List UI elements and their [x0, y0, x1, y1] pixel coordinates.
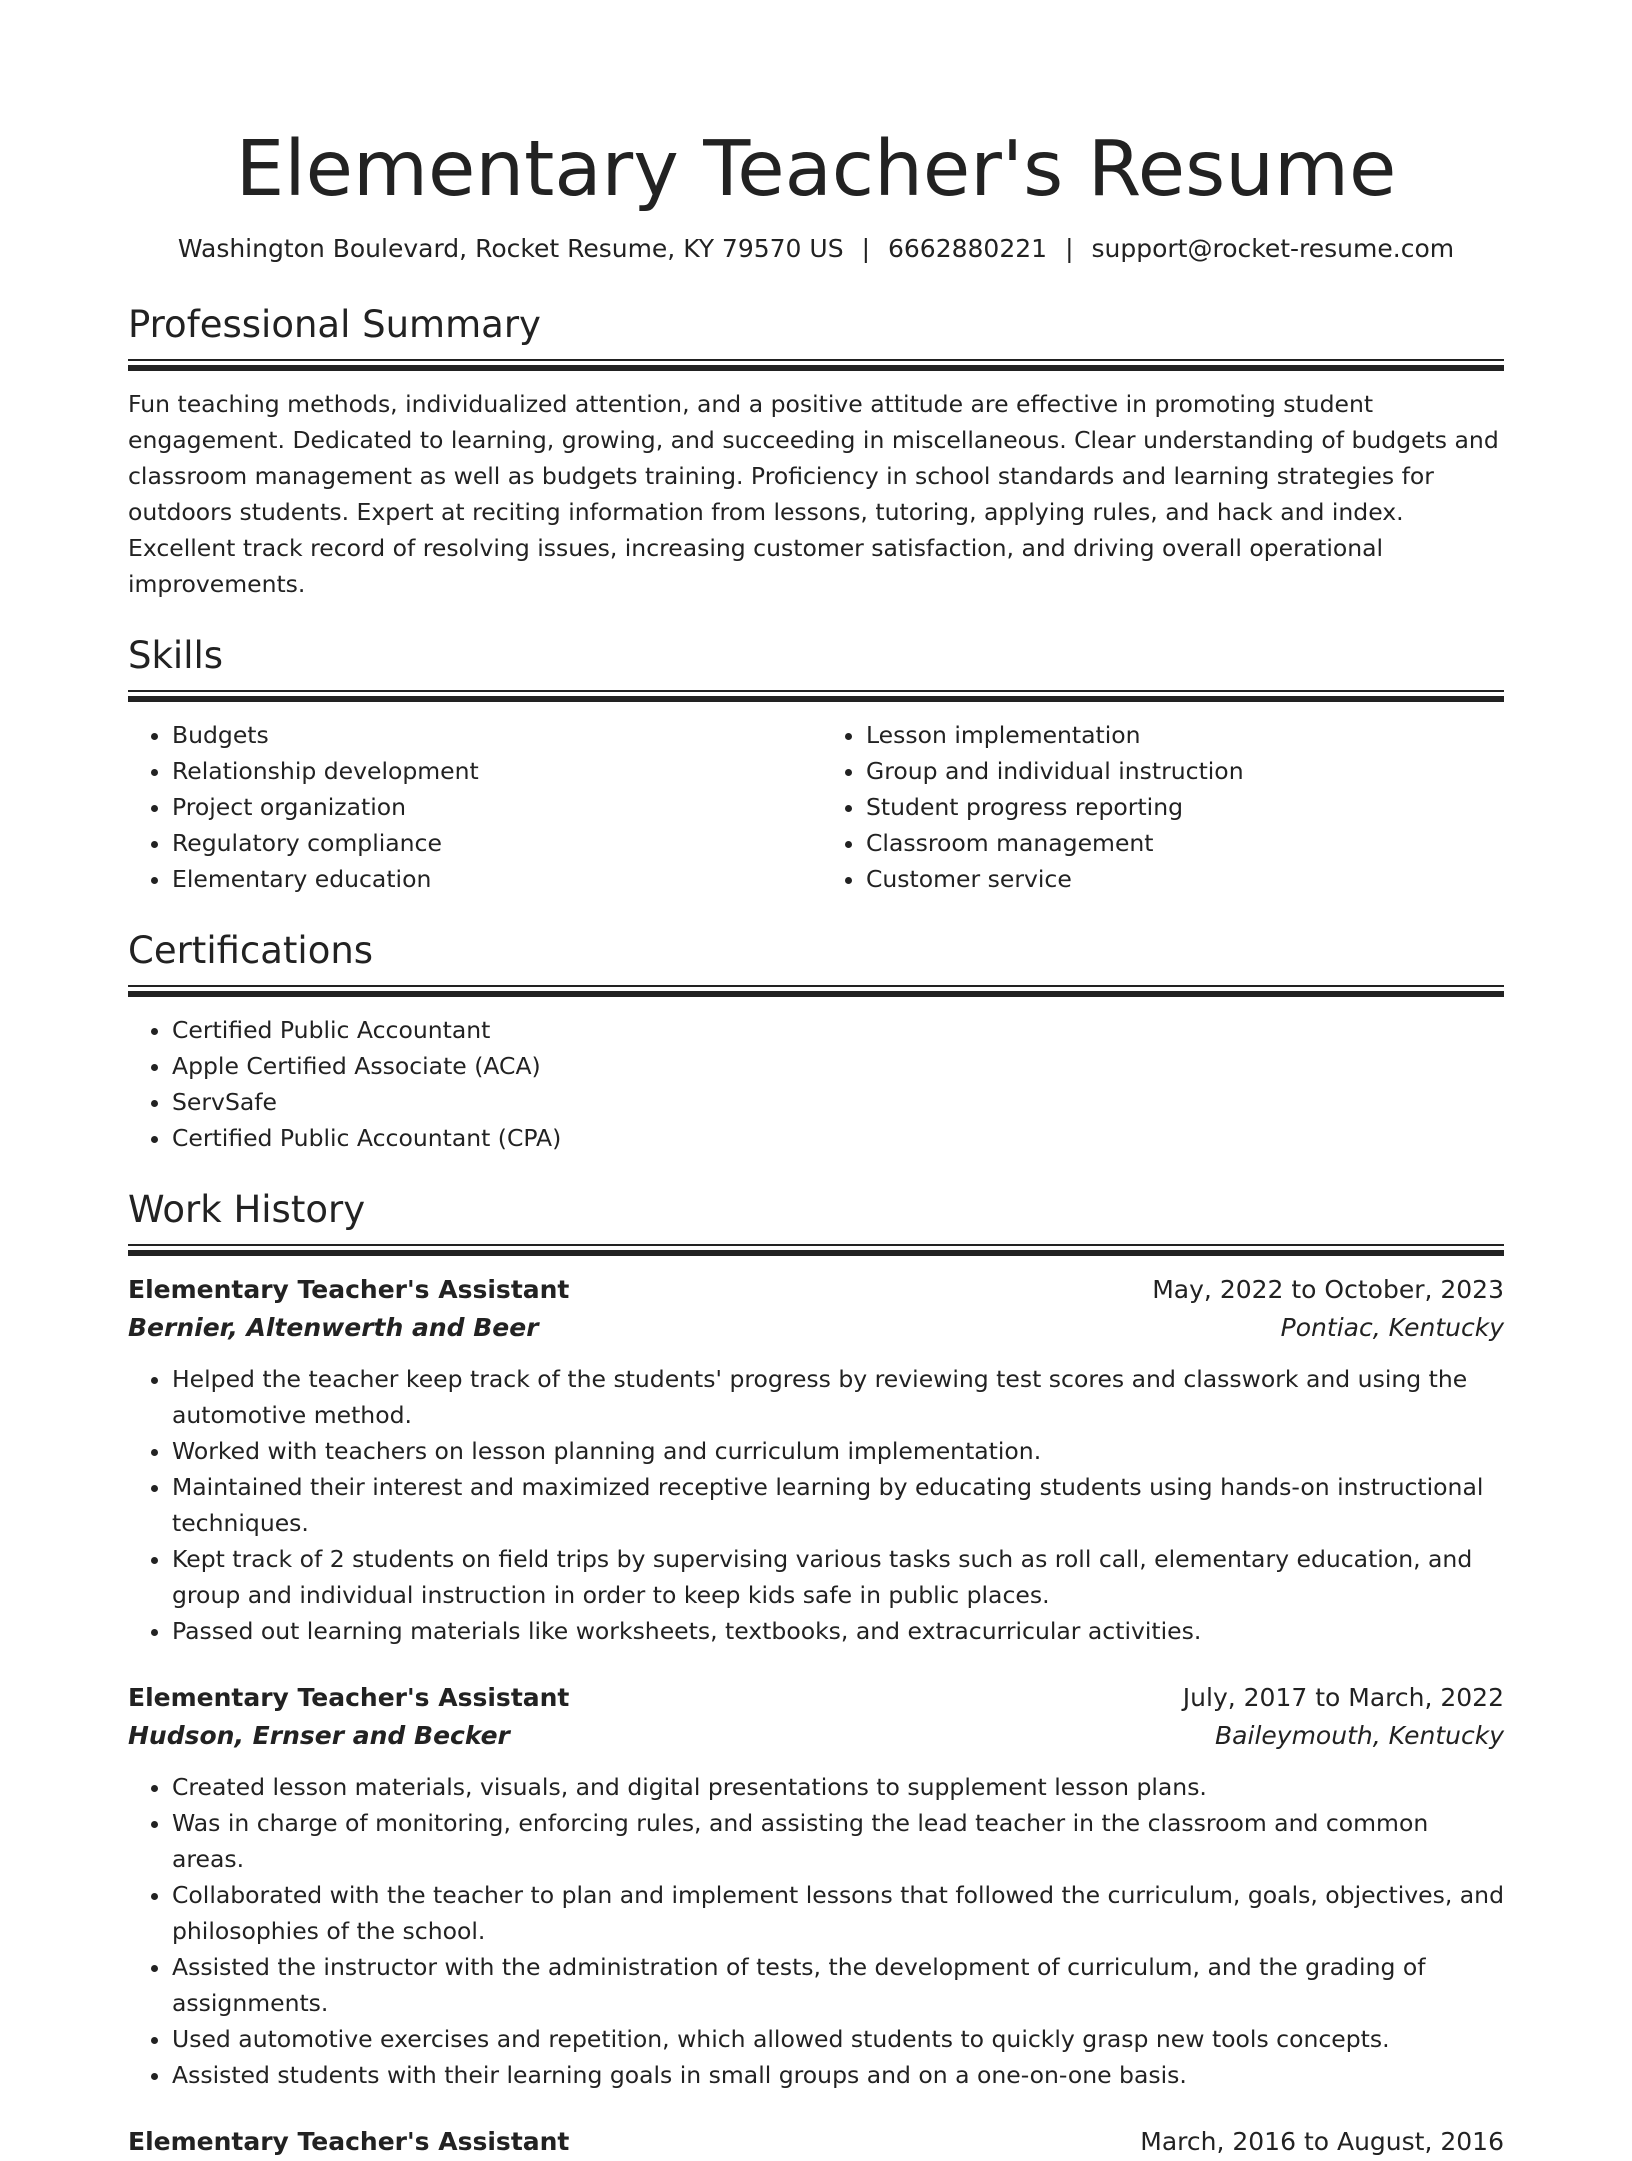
section-divider: [128, 1244, 1504, 1256]
contact-separator: |: [1065, 234, 1074, 263]
skill-item: • Budgets: [172, 717, 816, 753]
job-duty: • Helped the teacher keep track of the students' progress by reviewing test scores and classwork and using the automotive method.: [172, 1361, 1504, 1433]
job-duty: • Was in charge of monitoring, enforcing rules, and assisting the lead teacher in the classroom and common areas.: [172, 1805, 1504, 1877]
contact-line: [128, 233, 1504, 265]
skill-item: • Student progress reporting: [866, 789, 1504, 825]
certification-item: • Certified Public Accountant (CPA): [172, 1120, 1504, 1156]
contact-address: Washington Boulevard, Rocket Resume, KY 79570 US: [177, 234, 844, 263]
contact-email[interactable]: support@rocket-resume.com: [1091, 234, 1455, 263]
job-entry: [128, 1271, 1504, 1649]
contact-phone: 6662880221: [888, 234, 1048, 263]
section-heading-skills: Skills: [128, 634, 224, 677]
section-heading-summary: Professional Summary: [128, 303, 541, 346]
skill-item: • Lesson implementation: [866, 717, 1504, 753]
job-location: Pontiac, Kentucky: [1280, 1313, 1504, 1342]
job-duty: • Worked with teachers on lesson planning and curriculum implementation.: [172, 1433, 1504, 1469]
job-entry: [128, 1679, 1504, 2093]
certification-item: • Certified Public Accountant: [172, 1012, 1504, 1048]
job-location: Baileymouth, Kentucky: [1215, 1721, 1504, 1750]
job-company: Hudson, Ernser and Becker: [128, 1721, 510, 1750]
section-divider: [128, 690, 1504, 702]
contact-separator: |: [861, 234, 870, 263]
skills-grid: [128, 717, 1504, 897]
skill-item: • Group and individual instruction: [866, 753, 1504, 789]
skill-item: • Relationship development: [172, 753, 816, 789]
job-duty: • Maintained their interest and maximized receptive learning by educating students using hands-on instructional techniques.: [172, 1469, 1504, 1541]
section-heading-certifications: Certifications: [128, 929, 374, 972]
skill-item: • Elementary education: [172, 861, 816, 897]
job-dates: May, 2022 to October, 2023: [1152, 1275, 1504, 1304]
job-duty: • Created lesson materials, visuals, and digital presentations to supplement lesson plans.: [172, 1769, 1504, 1805]
skills-list-left: [128, 717, 816, 897]
certification-item: • ServSafe: [172, 1084, 1504, 1120]
job-subheader-row: [128, 1309, 1504, 1347]
certifications-section: [128, 927, 1504, 1156]
job-duty: • Kept track of 2 students on field trips by supervising various tasks such as roll call, elementary education, and group and individual instruction in order to keep kids safe in public places.: [172, 1541, 1504, 1613]
section-divider: [128, 985, 1504, 997]
job-duty: • Collaborated with the teacher to plan and implement lessons that followed the curriculum, goals, objectives, and philosophies of the school.: [172, 1877, 1504, 1949]
job-duty: • Used automotive exercises and repetition, which allowed students to quickly grasp new tools concepts.: [172, 2021, 1504, 2057]
skill-item: • Customer service: [866, 861, 1504, 897]
summary-section: [128, 301, 1504, 602]
job-company: Bernier, Altenwerth and Beer: [128, 1313, 539, 1342]
job-dates: March, 2016 to August, 2016: [1140, 2127, 1504, 2156]
section-heading-work-history: Work History: [128, 1188, 366, 1231]
certifications-list: [128, 1012, 1504, 1156]
job-dates: July, 2017 to March, 2022: [1182, 1683, 1504, 1712]
section-divider: [128, 359, 1504, 371]
job-header-row: [128, 1271, 1504, 1309]
job-duty: • Assisted students with their learning goals in small groups and on a one-on-one basis.: [172, 2057, 1504, 2093]
job-title: Elementary Teacher's Assistant: [128, 1275, 570, 1304]
skill-item: • Project organization: [172, 789, 816, 825]
job-duties-list: [128, 1769, 1504, 2093]
job-entry: [128, 2123, 1504, 2161]
skills-list-right: [816, 717, 1504, 897]
skill-item: • Regulatory compliance: [172, 825, 816, 861]
skill-item: • Classroom management: [866, 825, 1504, 861]
job-subheader-row: [128, 1717, 1504, 1755]
summary-text: Fun teaching methods, individualized attention, and a positive attitude are effective in promoting student engagement. Dedicated to learning, growing, and succeeding in miscellaneous. Clear understanding of budgets and classroom management as well as budgets training. Proficiency in school standards and learning strategies for outdoors students. Expert at reciting information from lessons, tutoring, applying rules, and hack and index. Excellent track record of resolving issues, increasing customer satisfaction, and driving overall operational improvements.: [128, 390, 1499, 598]
certification-item: • Apple Certified Associate (ACA): [172, 1048, 1504, 1084]
job-header-row: [128, 1679, 1504, 1717]
job-duty: • Assisted the instructor with the administration of tests, the development of curriculum, and the grading of assignments.: [172, 1949, 1504, 2021]
job-title: Elementary Teacher's Assistant: [128, 1683, 570, 1712]
job-duties-list: [128, 1361, 1504, 1649]
job-title: Elementary Teacher's Assistant: [128, 2127, 570, 2156]
resume-title: Elementary Teacher's Resume: [235, 125, 1397, 214]
job-header-row: [128, 2123, 1504, 2161]
skills-section: [128, 632, 1504, 897]
job-duty: • Passed out learning materials like worksheets, textbooks, and extracurricular activities.: [172, 1613, 1504, 1649]
work-history-section: [128, 1186, 1504, 2161]
